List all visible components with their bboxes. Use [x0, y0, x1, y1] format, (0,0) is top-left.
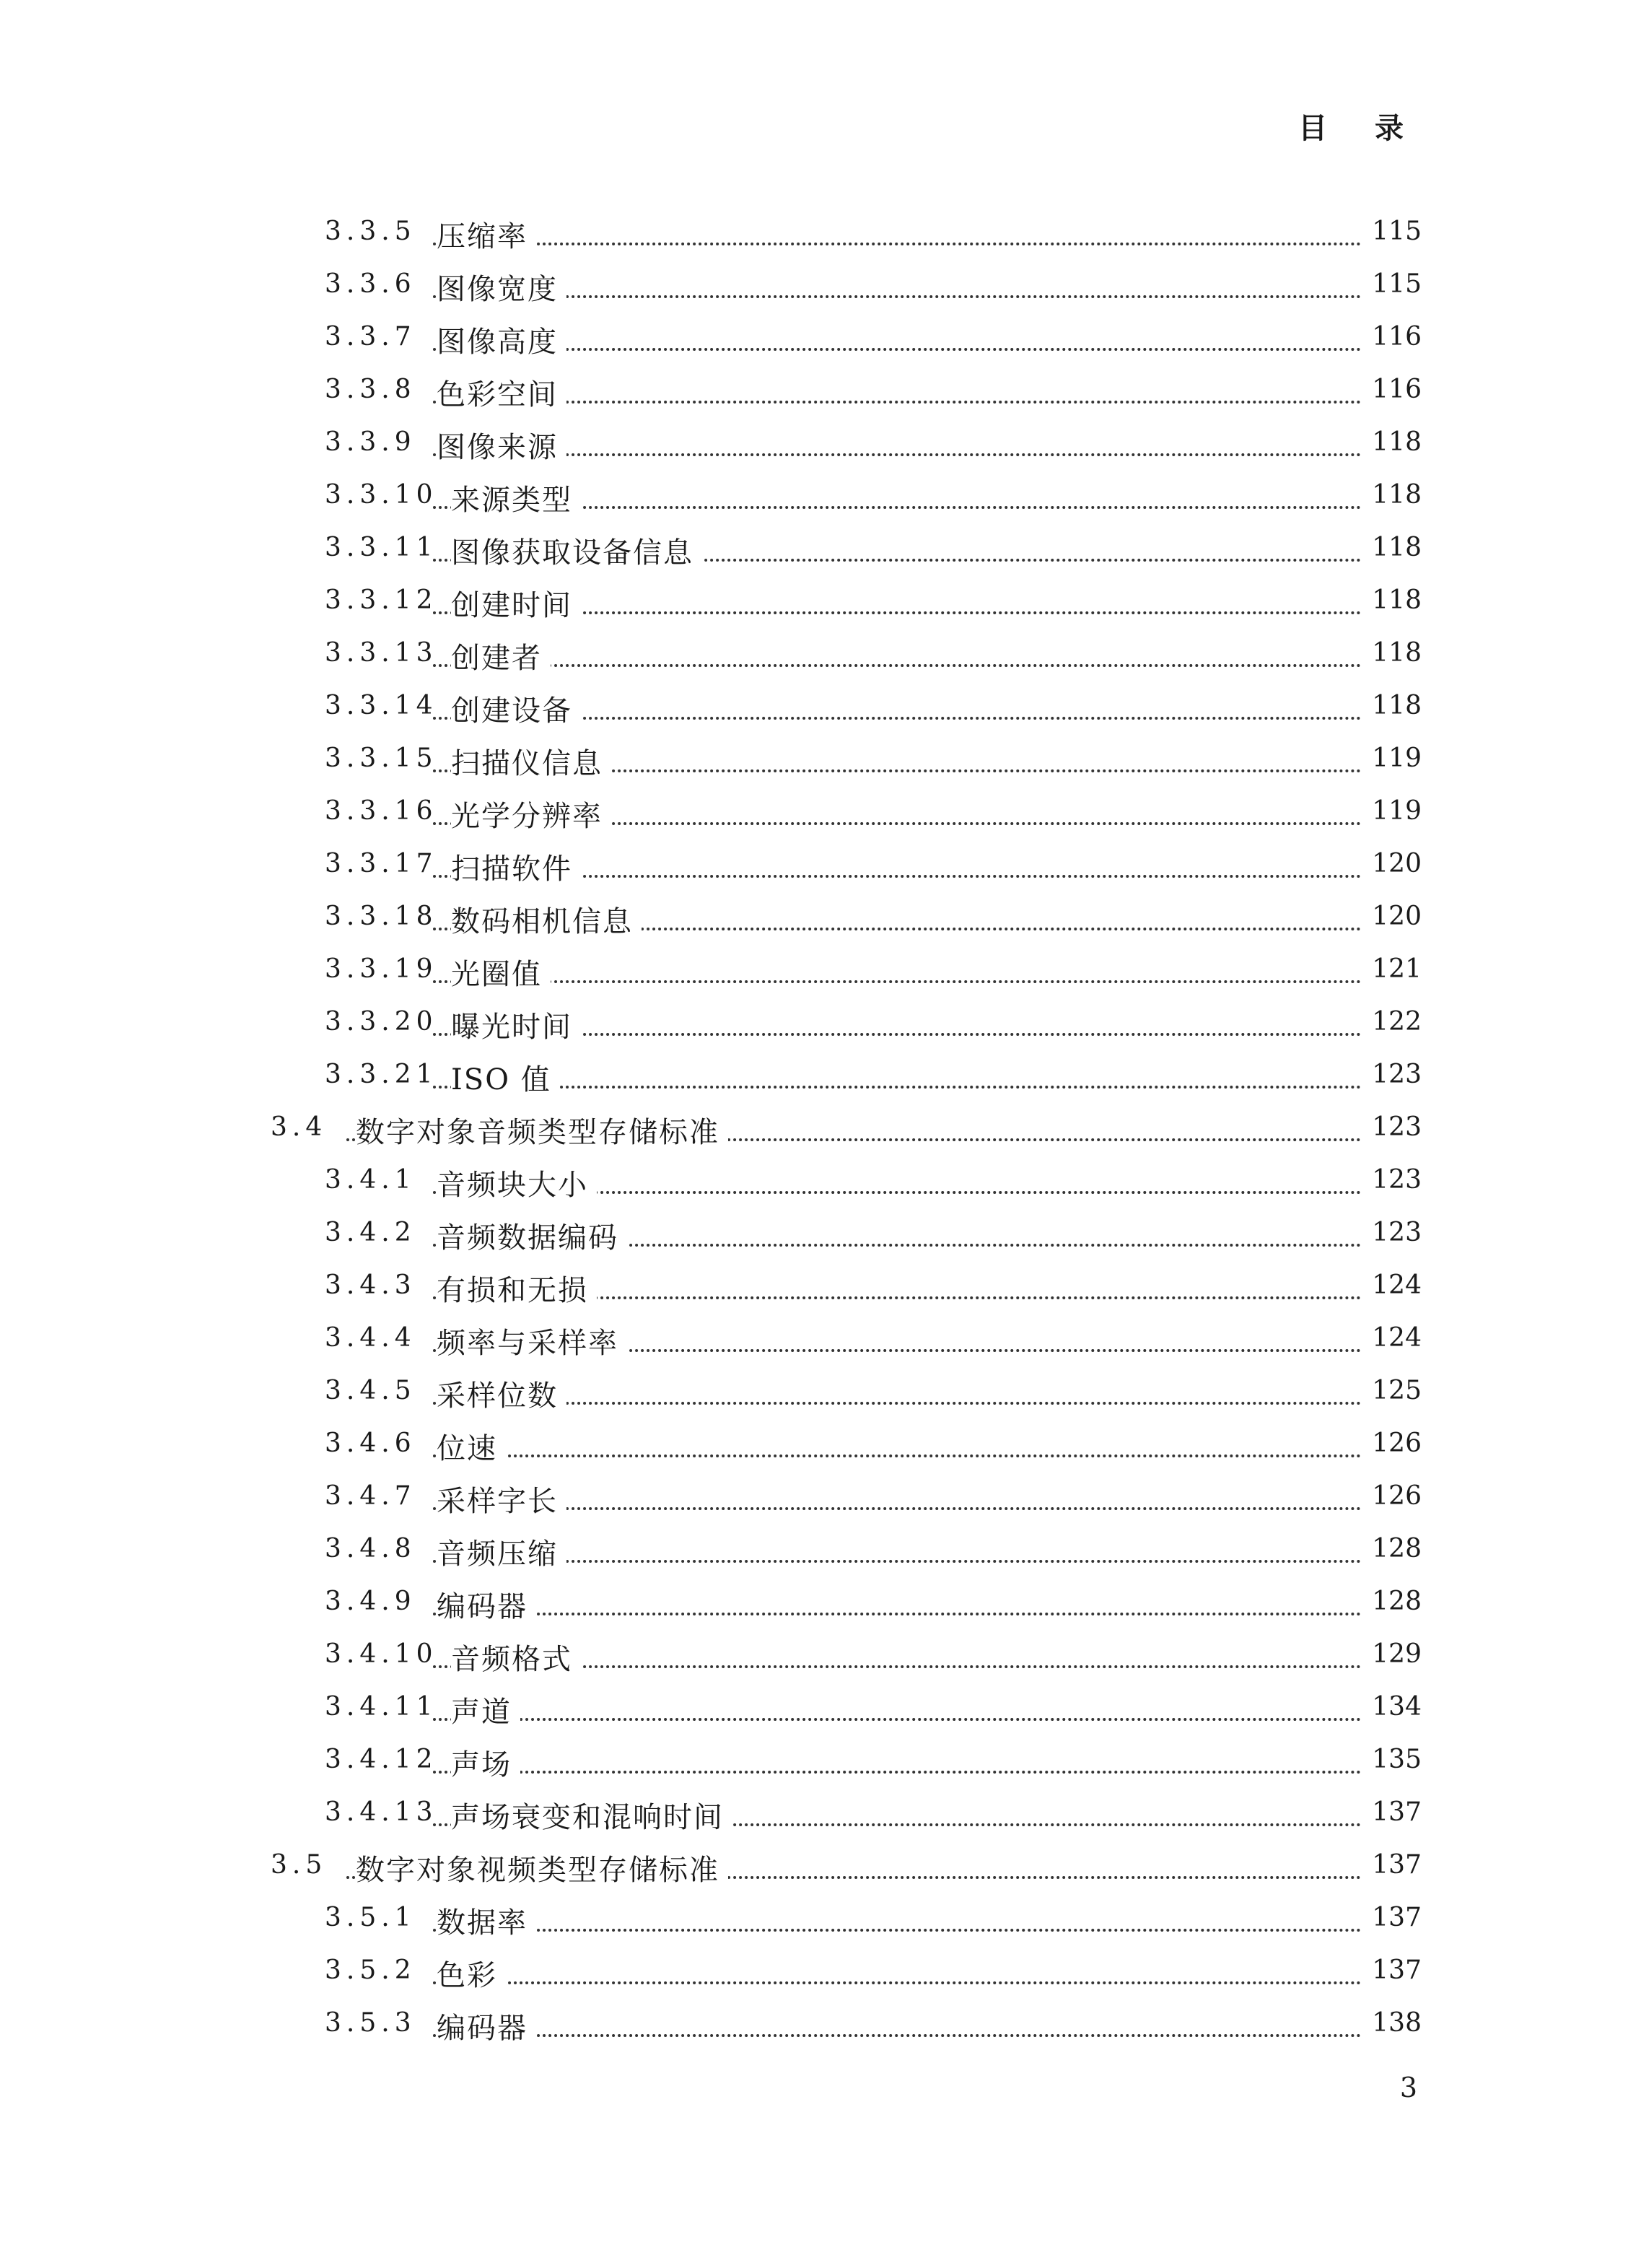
toc-entry[interactable]	[0, 473, 1628, 523]
running-header: 目 录	[1298, 112, 1422, 145]
toc-entry-page: 124	[1372, 1323, 1422, 1353]
toc-dot-leader	[433, 1402, 1361, 1405]
toc-dot-leader	[433, 401, 1361, 404]
toc-entry-title: 采样字长	[437, 1478, 566, 1519]
toc-entry[interactable]	[0, 789, 1628, 839]
toc-entry-title: 图像获取设备信息	[451, 530, 702, 571]
toc-entry[interactable]	[0, 1948, 1628, 1999]
toc-entry[interactable]	[0, 1843, 1628, 1893]
toc-entry[interactable]	[0, 1211, 1628, 1261]
toc-entry-page: 119	[1372, 796, 1422, 826]
toc-entry-page: 126	[1372, 1429, 1422, 1458]
toc-entry-page: 128	[1372, 1534, 1422, 1563]
toc-entry-number: 3.3.14	[325, 691, 438, 720]
toc-entry-title: 编码器	[437, 1584, 536, 1625]
toc-entry-title: 频率与采样率	[437, 1320, 627, 1361]
toc-entry-title: 图像高度	[437, 319, 566, 360]
toc-entry[interactable]	[0, 1790, 1628, 1841]
toc-entry-page: 118	[1372, 585, 1422, 615]
toc-entry-number: 3.3.12	[325, 585, 438, 615]
toc-entry-title: 创建时间	[451, 583, 581, 624]
toc-entry-page: 116	[1372, 375, 1422, 404]
toc-entry[interactable]	[0, 736, 1628, 787]
toc-entry[interactable]	[0, 631, 1628, 681]
toc-entry[interactable]	[0, 1369, 1628, 1419]
toc-entry-number: 3.3.16	[325, 796, 438, 826]
toc-dot-leader	[433, 1771, 1361, 1774]
toc-entry-title: 声道	[451, 1689, 520, 1730]
toc-entry-page: 128	[1372, 1587, 1422, 1616]
toc-entry-page: 137	[1372, 1797, 1422, 1827]
toc-entry-title: 创建者	[451, 635, 551, 676]
toc-entry[interactable]	[0, 1896, 1628, 1946]
toc-dot-leader	[433, 295, 1361, 298]
toc-entry[interactable]	[0, 1474, 1628, 1525]
toc-entry-page: 118	[1372, 533, 1422, 562]
toc-entry-page: 124	[1372, 1270, 1422, 1300]
toc-entry-number: 3.4.7	[325, 1481, 416, 1511]
toc-entry-number: 3.4	[271, 1112, 328, 1142]
toc-entry-title: 音频块大小	[437, 1162, 597, 1203]
toc-entry-number: 3.3.20	[325, 1007, 438, 1037]
toc-entry-number: 3.4.1	[325, 1165, 416, 1195]
toc-entry-page: 120	[1372, 902, 1422, 931]
toc-entry-title: 编码器	[437, 2005, 536, 2046]
toc-entry[interactable]	[0, 1105, 1628, 1156]
toc-entry-page: 125	[1372, 1376, 1422, 1405]
toc-dot-leader	[433, 1981, 1361, 1984]
toc-entry-page: 129	[1372, 1639, 1422, 1669]
toc-entry-number: 3.3.9	[325, 427, 416, 457]
toc-entry-page: 137	[1372, 1955, 1422, 1985]
toc-entry-number: 3.4.4	[325, 1323, 416, 1353]
toc-entry[interactable]	[0, 2001, 1628, 2051]
toc-entry-title: 光学分辨率	[451, 793, 611, 834]
toc-entry-number: 3.3.13	[325, 638, 438, 668]
toc-dot-leader	[433, 980, 1361, 983]
toc-entry-title: 音频压缩	[437, 1531, 566, 1572]
toc-entry-page: 118	[1372, 638, 1422, 668]
toc-dot-leader	[433, 1929, 1361, 1932]
toc-entry[interactable]	[0, 894, 1628, 945]
toc-entry[interactable]	[0, 1052, 1628, 1103]
toc-entry-page: 118	[1372, 427, 1422, 457]
toc-entry-title: 扫描软件	[451, 846, 581, 887]
toc-entry-title: 压缩率	[437, 214, 536, 255]
toc-entry[interactable]	[0, 1316, 1628, 1366]
toc-entry[interactable]	[0, 1263, 1628, 1314]
toc-dot-leader	[433, 1560, 1361, 1563]
toc-entry-number: 3.5.2	[325, 1955, 416, 1985]
toc-entry-number: 3.3.8	[325, 375, 416, 404]
toc-entry[interactable]	[0, 1421, 1628, 1472]
toc-dot-leader	[433, 243, 1361, 245]
toc-entry-number: 3.5	[271, 1850, 328, 1880]
toc-entry-title: 来源类型	[451, 477, 581, 518]
toc-entry-title: 创建设备	[451, 688, 581, 729]
toc-entry-number: 3.3.21	[325, 1060, 438, 1089]
toc-entry-number: 3.3.17	[325, 849, 438, 878]
toc-entry[interactable]	[0, 1737, 1628, 1788]
toc-entry-number: 3.3.19	[325, 954, 438, 984]
toc-entry-page: 115	[1372, 217, 1422, 246]
toc-entry[interactable]	[0, 1632, 1628, 1683]
toc-entry-number: 3.4.9	[325, 1587, 416, 1616]
toc-entry-number: 3.4.10	[325, 1639, 438, 1669]
page-number: 3	[1399, 2072, 1417, 2103]
toc-entry[interactable]	[0, 578, 1628, 629]
toc-entry[interactable]	[0, 262, 1628, 313]
toc-entry-number: 3.3.7	[325, 322, 416, 352]
toc-entry-page: 135	[1372, 1745, 1422, 1774]
toc-entry-page: 126	[1372, 1481, 1422, 1511]
toc-entry-title: 数字对象视频类型存储标准	[356, 1847, 728, 1888]
toc-entry-number: 3.3.11	[325, 533, 438, 562]
toc-entry[interactable]	[0, 367, 1628, 418]
toc-entry[interactable]	[0, 842, 1628, 892]
toc-entry-title: 色彩	[437, 1953, 506, 1994]
toc-entry-page: 137	[1372, 1850, 1422, 1880]
toc-entry-page: 138	[1372, 2008, 1422, 2038]
toc-entry-title: ISO 值	[451, 1057, 560, 1098]
toc-entry-title: 采样位数	[437, 1373, 566, 1414]
toc-entry-number: 3.4.13	[325, 1797, 438, 1827]
toc-entry-number: 3.4.6	[325, 1429, 416, 1458]
toc-entry[interactable]	[0, 420, 1628, 471]
toc-entry[interactable]	[0, 684, 1628, 734]
toc-entry-number: 3.4.12	[325, 1745, 438, 1774]
toc-entry[interactable]	[0, 947, 1628, 998]
toc-entry-page: 120	[1372, 849, 1422, 878]
toc-entry-title: 声场衰变和混响时间	[451, 1794, 732, 1836]
toc-entry-number: 3.5.3	[325, 2008, 416, 2038]
toc-dot-leader	[433, 1086, 1361, 1089]
toc-dot-leader	[433, 1454, 1361, 1457]
toc-entry-number: 3.4.3	[325, 1270, 416, 1300]
toc-entry-title: 图像宽度	[437, 266, 566, 308]
toc-entry[interactable]	[0, 315, 1628, 365]
toc-entry-number: 3.5.1	[325, 1903, 416, 1932]
toc-entry[interactable]	[0, 1158, 1628, 1208]
toc-entry-page: 137	[1372, 1903, 1422, 1932]
toc-entry-page: 123	[1372, 1060, 1422, 1089]
toc-dot-leader	[433, 2034, 1361, 2037]
toc-entry[interactable]	[0, 1527, 1628, 1577]
toc-entry-title: 扫描仪信息	[451, 741, 611, 782]
toc-entry-page: 121	[1372, 954, 1422, 984]
toc-dot-leader	[433, 1718, 1361, 1721]
toc-entry-number: 3.3.15	[325, 743, 438, 773]
toc-entry-page: 116	[1372, 322, 1422, 352]
toc-entry-number: 3.3.10	[325, 480, 438, 510]
toc-entry-page: 134	[1372, 1692, 1422, 1722]
toc-entry-page: 119	[1372, 743, 1422, 773]
toc-dot-leader	[433, 453, 1361, 456]
toc-entry[interactable]	[0, 1579, 1628, 1630]
toc-entry-number: 3.4.5	[325, 1376, 416, 1405]
toc-entry-number: 3.4.11	[325, 1692, 438, 1722]
toc-entry-title: 色彩空间	[437, 372, 566, 413]
toc-entry-title: 位速	[437, 1426, 506, 1467]
toc-entry-number: 3.3.18	[325, 902, 438, 931]
toc-dot-leader	[433, 664, 1361, 667]
toc-entry-title: 数码相机信息	[451, 899, 642, 940]
toc-entry-title: 数据率	[437, 1900, 536, 1941]
toc-entry[interactable]	[0, 1000, 1628, 1050]
toc-entry-title: 音频数据编码	[437, 1215, 627, 1256]
toc-entry[interactable]	[0, 1685, 1628, 1735]
toc-entry-page: 123	[1372, 1112, 1422, 1142]
toc-entry-title: 声场	[451, 1742, 520, 1783]
toc-entry-title: 光圈值	[451, 951, 551, 993]
toc-dot-leader	[433, 1613, 1361, 1615]
toc-entry-page: 118	[1372, 480, 1422, 510]
toc-dot-leader	[433, 348, 1361, 351]
toc-entry-number: 3.3.6	[325, 269, 416, 299]
toc-entry-title: 音频格式	[451, 1636, 581, 1678]
toc-entry-number: 3.3.5	[325, 217, 416, 246]
toc-entry[interactable]	[0, 209, 1628, 260]
toc-entry-page: 122	[1372, 1007, 1422, 1037]
toc-entry-page: 123	[1372, 1165, 1422, 1195]
toc-entry-title: 有损和无损	[437, 1268, 597, 1309]
toc-entry-number: 3.4.8	[325, 1534, 416, 1563]
toc-entry-page: 115	[1372, 269, 1422, 299]
toc-entry-number: 3.4.2	[325, 1218, 416, 1247]
toc-dot-leader	[433, 1507, 1361, 1510]
toc-entry-page: 118	[1372, 691, 1422, 720]
toc-entry[interactable]	[0, 525, 1628, 576]
toc-entry-title: 数字对象音频类型存储标准	[356, 1109, 728, 1151]
toc-entry-title: 曝光时间	[451, 1004, 581, 1045]
toc-entry-page: 123	[1372, 1218, 1422, 1247]
toc-entry-title: 图像来源	[437, 424, 566, 466]
